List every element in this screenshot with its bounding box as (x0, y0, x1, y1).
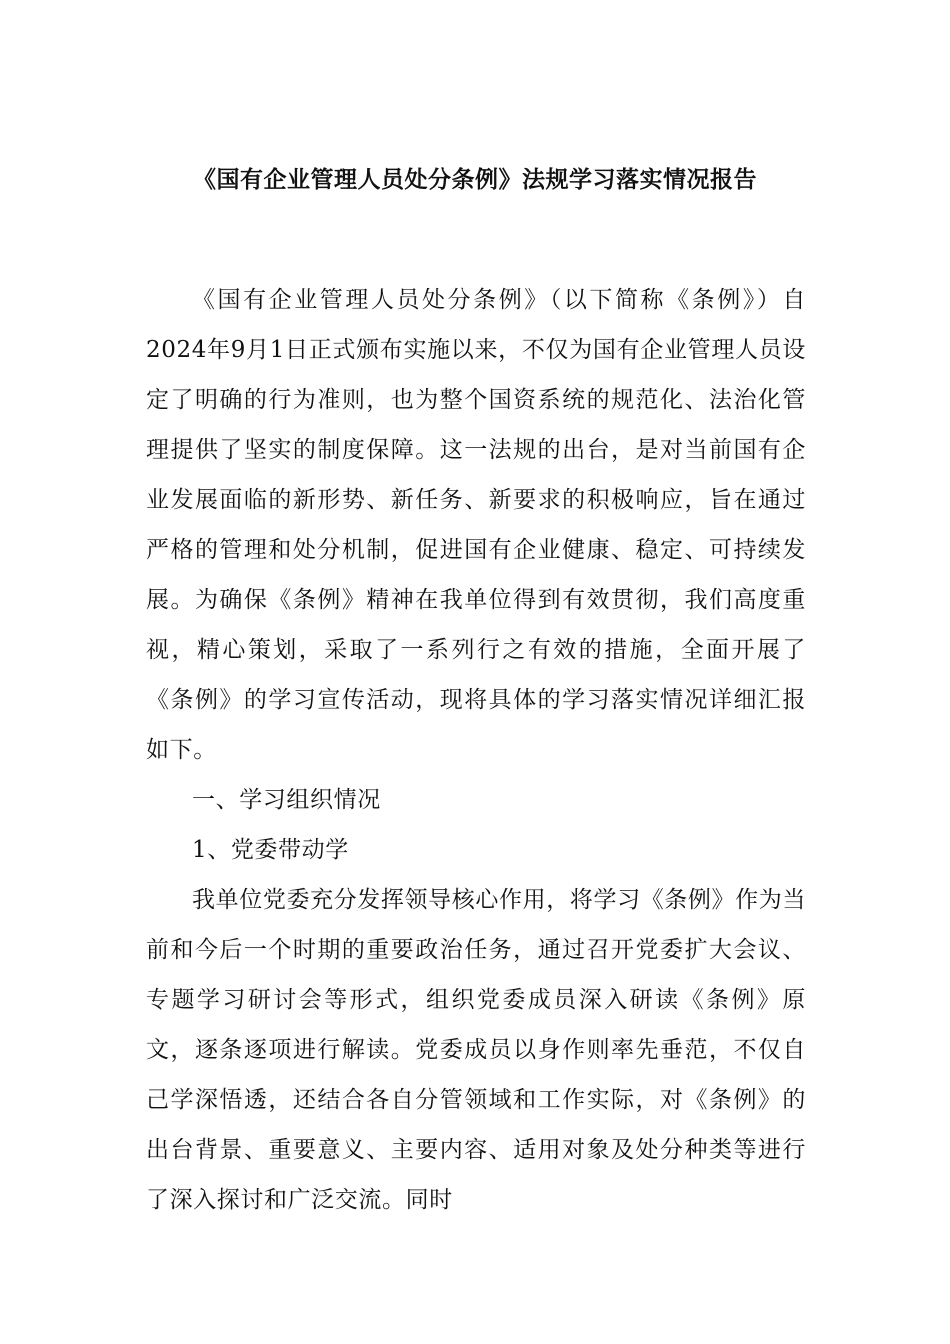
section-heading-study-organization: 一、学习组织情况 (192, 787, 381, 813)
document-body (146, 275, 806, 1225)
intro-paragraph: 《国有企业管理人员处分条例》（以下简称《条例》）自2024年9月1日正式颁布实施以来，不仅为国有企业管理人员设定了明确的行为准则，也为整个国资系统的规范化、法治化管理提供了坚实的制度保障。这一法规的出台，是对当前国有企业发展面临的新形势、新任务、新要求的积极响应，旨在通过严格的管理和处分机制，促进国有企业健康、稳定、可持续发展。为确保《条例》精神在我单位得到有效贯彻，我们高度重视，精心策划，采取了一系列行之有效的措施，全面开展了《条例》的学习宣传活动，现将具体的学习落实情况详细汇报如下。 (146, 287, 806, 763)
document-title: 《国有企业管理人员处分条例》法规学习落实情况报告 (193, 167, 757, 193)
party-committee-paragraph: 我单位党委充分发挥领导核心作用，将学习《条例》作为当前和今后一个时期的重要政治任务，通过召开党委扩大会议、专题学习研讨会等形式，组织党委成员深入研读《条例》原文，逐条逐项进行解读。党委成员以身作则率先垂范，不仅自己学深悟透，还结合各自分管领域和工作实际，对《条例》的出台背景、重要意义、主要内容、适用对象及处分种类等进行了深入探讨和广泛交流。同时 (146, 887, 806, 1213)
subsection-heading-party-committee: 1、党委带动学 (192, 837, 349, 863)
